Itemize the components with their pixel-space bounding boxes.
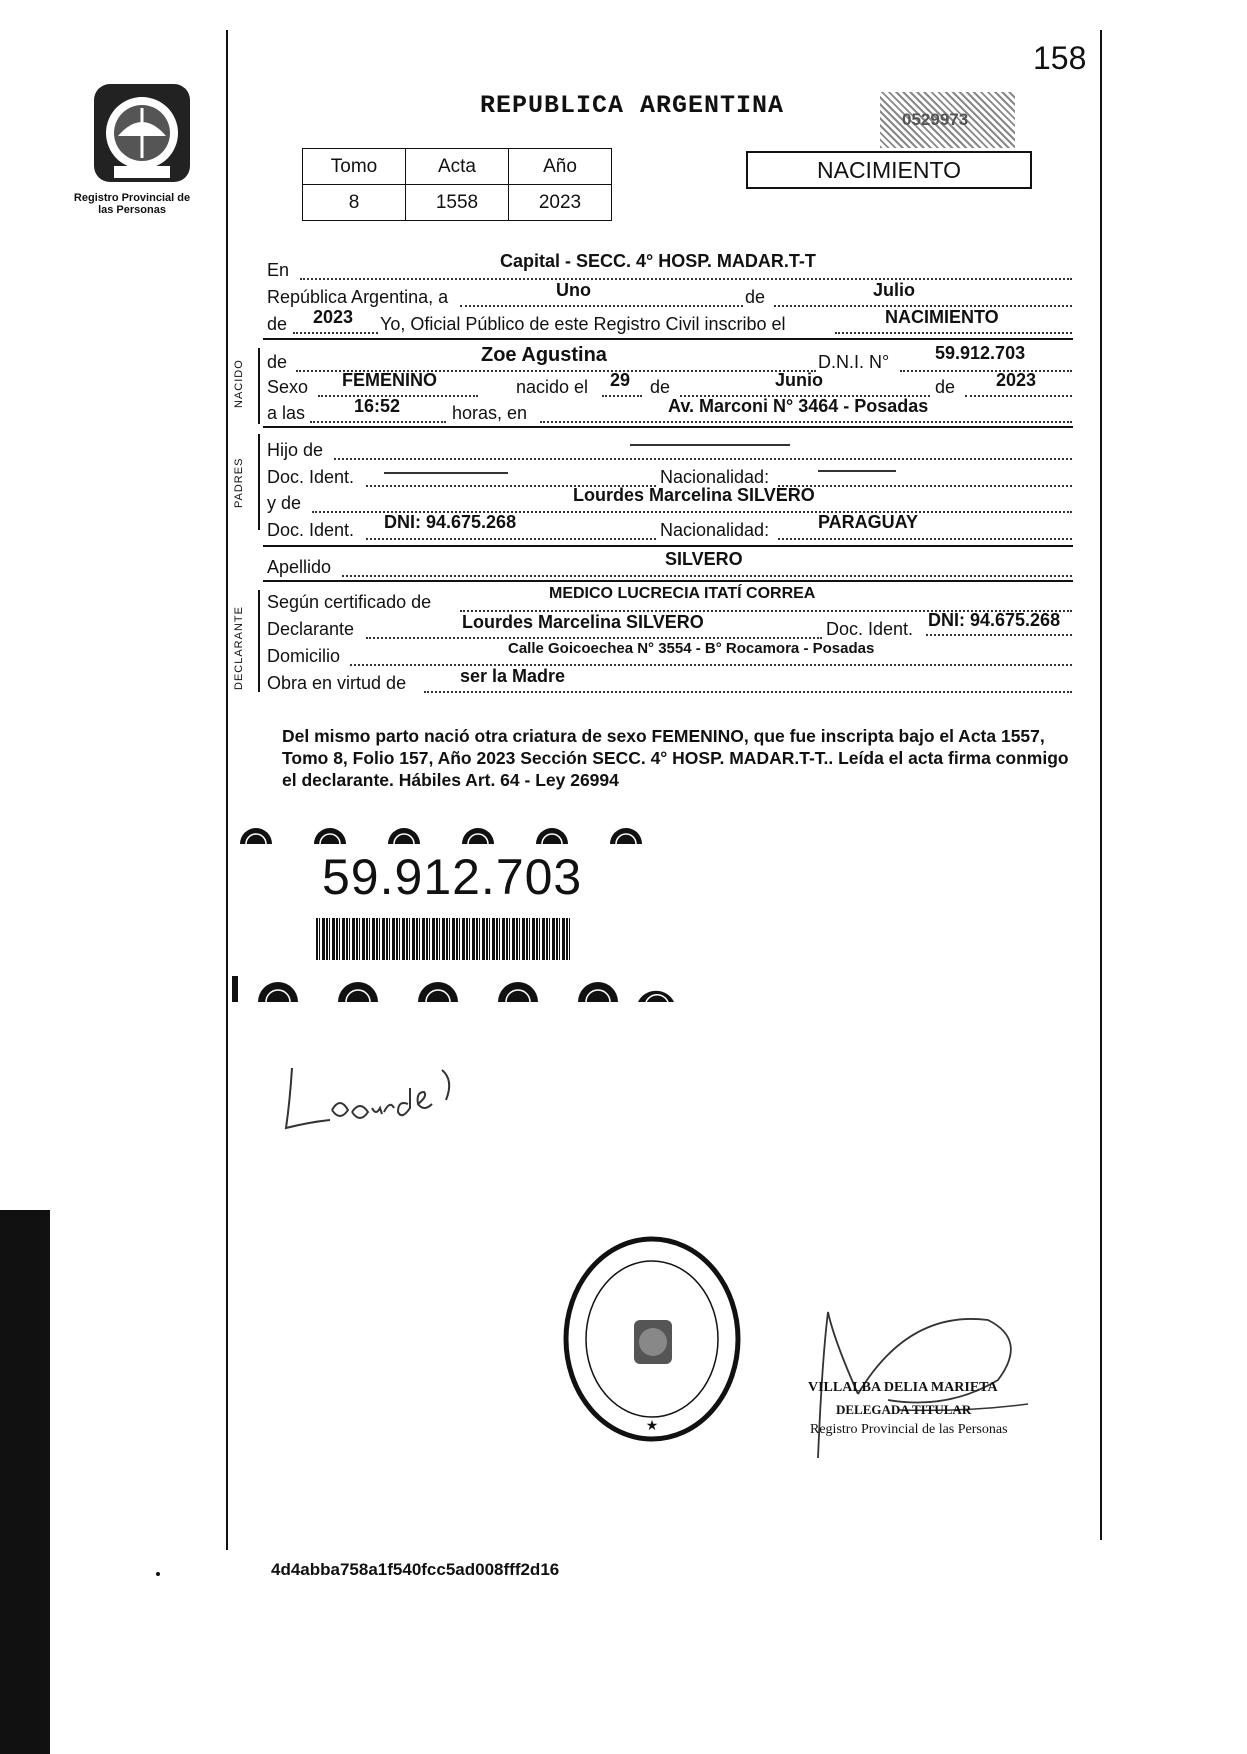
- nacionalidad-label-2: Nacionalidad:: [660, 520, 770, 540]
- intro-month: Julio: [873, 280, 916, 300]
- serial-stamp: [880, 92, 1015, 148]
- svg-text:★: ★: [645, 1417, 659, 1433]
- hijo-label: Hijo de: [267, 440, 324, 460]
- reference-table: [302, 148, 612, 221]
- separator-2: [263, 426, 1073, 428]
- dni-ornament-bottom: [228, 968, 676, 1004]
- ref-value-anio: 2023: [509, 185, 612, 221]
- official-name: VILLALBA DELIA MARIETA: [808, 1380, 998, 1395]
- declarante-doc: DNI: 94.675.268: [928, 610, 1061, 630]
- official-role: DELEGADA TITULAR: [836, 1402, 972, 1417]
- dots-declarante: [366, 637, 822, 639]
- a-las-label: a las: [267, 403, 306, 423]
- declarante-bracket: [258, 590, 260, 692]
- nacido-el-label: nacido el: [516, 377, 589, 397]
- dots-en: [300, 278, 1072, 280]
- sexo-label: Sexo: [267, 377, 309, 397]
- separator-3: [263, 545, 1073, 547]
- father-redaction: [630, 444, 790, 446]
- dots-father-nac: [778, 485, 1072, 487]
- birth-day: 29: [610, 370, 631, 390]
- ref-header-anio: Año: [509, 149, 612, 185]
- dots-domicilio: [350, 664, 1072, 666]
- cert-label: Según certificado de: [267, 592, 432, 612]
- intro-de-label-2: de: [267, 314, 288, 334]
- dni-ornament-top: [228, 822, 676, 846]
- dots-mother-nac: [778, 538, 1072, 540]
- serial-number: 0529973: [902, 110, 969, 129]
- child-dni: 59.912.703: [935, 343, 1026, 363]
- official-seal: [560, 1232, 745, 1447]
- dni-label: D.N.I. N°: [818, 352, 890, 372]
- apellido-label: Apellido: [267, 557, 332, 577]
- birth-year: 2023: [996, 370, 1037, 390]
- dots-mother-doc: [366, 538, 656, 540]
- dots-time: [310, 421, 446, 423]
- ref-header-tomo: Tomo: [303, 149, 406, 185]
- declarante-doc-label: Doc. Ident.: [826, 619, 914, 639]
- intro-day: Uno: [556, 280, 591, 300]
- republic-label: República Argentina, a: [267, 287, 449, 307]
- country-title: REPUBLICA ARGENTINA: [480, 91, 785, 120]
- birth-month: Junio: [775, 370, 823, 390]
- provincial-logo: [88, 78, 196, 188]
- section-declarante: DECLARANTE: [233, 606, 245, 690]
- intro-de-label: de: [745, 287, 766, 307]
- separator-1: [263, 338, 1073, 340]
- dni-barcode: [316, 918, 570, 960]
- mother-doc: DNI: 94.675.268: [384, 512, 517, 532]
- birth-time: 16:52: [354, 396, 401, 416]
- birth-place: Av. Marconi N° 3464 - Posadas: [668, 396, 929, 416]
- intro-place: Capital - SECC. 4° HOSP. MADAR.T-T: [500, 251, 816, 271]
- domicilio-value: Calle Goicoechea N° 3554 - B° Rocamora - Posadas: [508, 640, 875, 657]
- nacido-bracket: [258, 348, 260, 424]
- father-doc-redaction: [384, 472, 508, 474]
- nacionalidad-label-1: Nacionalidad:: [660, 467, 770, 487]
- scan-edge-bar: [0, 1210, 50, 1754]
- intro-act: NACIMIENTO: [885, 307, 999, 327]
- en-label: En: [267, 260, 290, 280]
- y-de-label: y de: [267, 493, 302, 513]
- document-hash: 4d4abba758a1f540fcc5ad008fff2d16: [271, 1560, 560, 1579]
- page-number: 158: [1033, 40, 1087, 76]
- ref-header-acta: Acta: [406, 149, 509, 185]
- declarante-value: Lourdes Marcelina SILVERO: [462, 612, 704, 632]
- dots-birth-day: [602, 395, 642, 397]
- registration-note: Del mismo parto nació otra criatura de sexo FEMENINO, que fue inscripta bajo el Acta 1557, Tomo 8, Folio 157, Año 2023 Sección SECC. 4° HOSP. MADAR.T-T.. Leída el acta firma conmigo el declarante. Hábiles Art. 64 - Ley 26994: [282, 726, 1069, 790]
- father-nac-redaction: [818, 470, 896, 472]
- section-padres: PADRES: [233, 457, 245, 508]
- dots-act: [835, 332, 1072, 334]
- ref-value-tomo: 8: [303, 185, 406, 221]
- mother-name: Lourdes Marcelina SILVERO: [573, 485, 815, 505]
- nacido-de-label-3: de: [935, 377, 956, 397]
- horas-label: horas, en: [452, 403, 528, 423]
- dots-republic-1: [460, 305, 743, 307]
- obra-label: Obra en virtud de: [267, 673, 407, 693]
- document-type: NACIMIENTO: [817, 157, 961, 183]
- child-sex: FEMENINO: [342, 370, 438, 390]
- section-nacido: NACIDO: [233, 359, 245, 408]
- dni-number-large: 59.912.703: [322, 849, 583, 905]
- dots-dni: [900, 370, 1072, 372]
- padres-bracket: [258, 434, 260, 530]
- left-margin-line: [226, 30, 228, 1550]
- right-edge-line: [1100, 30, 1102, 1540]
- declarante-label: Declarante: [267, 619, 355, 639]
- child-name: Zoe Agustina: [481, 344, 607, 366]
- document-type-box: [746, 151, 1032, 189]
- domicilio-label: Domicilio: [267, 646, 341, 666]
- apellido-value: SILVERO: [665, 549, 743, 569]
- obra-value: ser la Madre: [460, 666, 566, 686]
- dots-obra: [424, 691, 1072, 693]
- ref-value-acta: 1558: [406, 185, 509, 221]
- logo-caption: Registro Provincial de las Personas: [73, 192, 191, 216]
- officer-text: Yo, Oficial Público de este Registro Civil inscribo el: [380, 314, 786, 334]
- official-org: Registro Provincial de las Personas: [810, 1422, 1008, 1437]
- declarant-signature: [280, 1060, 460, 1140]
- intro-year: 2023: [313, 307, 354, 327]
- separator-4: [263, 580, 1073, 582]
- nacido-de-label: de: [267, 352, 288, 372]
- dots-declarante-doc: [926, 634, 1072, 636]
- dots-birthplace: [540, 421, 1072, 423]
- doc-ident-label-2: Doc. Ident.: [267, 520, 355, 540]
- cert-value: MEDICO LUCRECIA ITATÍ CORREA: [549, 585, 816, 602]
- bullet-dot: [156, 1572, 160, 1576]
- dots-year: [293, 332, 378, 334]
- mother-nationality: PARAGUAY: [818, 512, 919, 532]
- dots-apellido: [342, 575, 1072, 577]
- doc-ident-label-1: Doc. Ident.: [267, 467, 355, 487]
- dots-father: [334, 458, 1072, 460]
- nacido-de-label-2: de: [650, 377, 671, 397]
- dots-birth-year: [965, 395, 1072, 397]
